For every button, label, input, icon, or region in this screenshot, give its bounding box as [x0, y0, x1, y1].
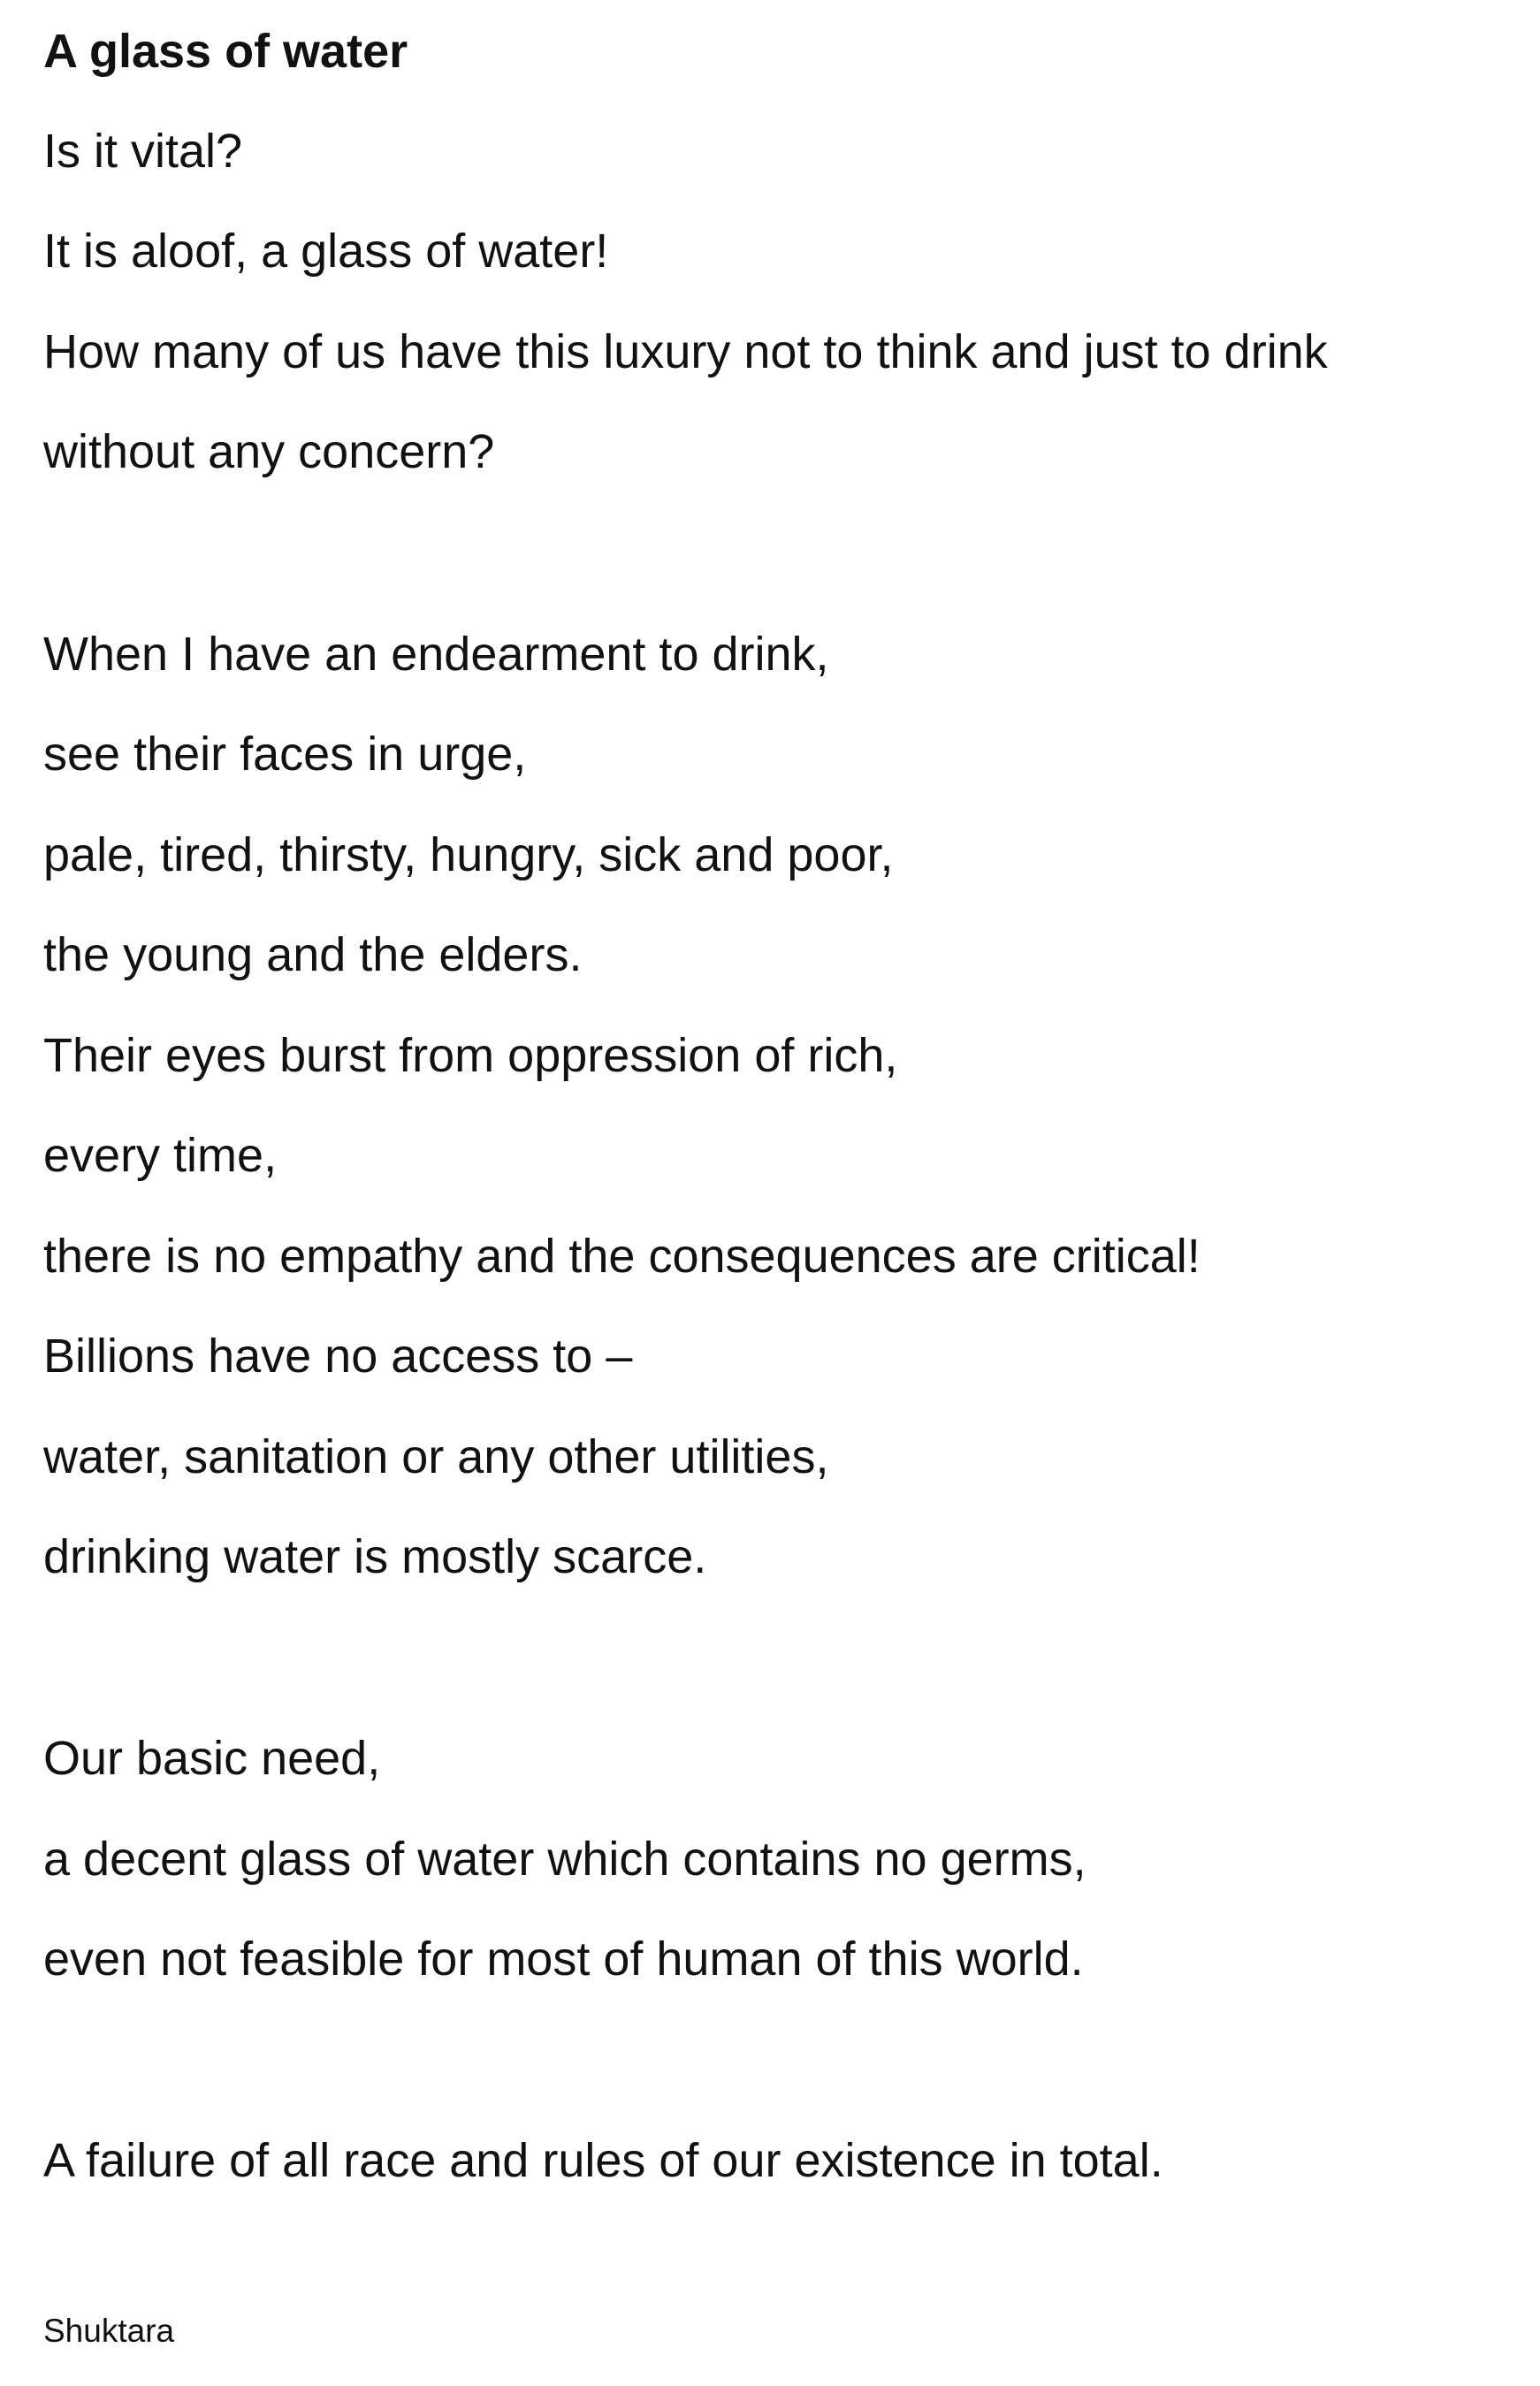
poem-line: see their faces in urge, — [43, 728, 527, 781]
poem-line: pale, tired, thirsty, hungry, sick and poor, — [43, 828, 894, 881]
poem-line: drinking water is mostly scarce. — [43, 1530, 707, 1583]
poem-title: A glass of water — [43, 25, 408, 78]
poem-line: When I have an endearment to drink, — [43, 628, 829, 681]
poem-line: Billions have no access to – — [43, 1330, 633, 1383]
poem-line: a decent glass of water which contains no germs, — [43, 1833, 1086, 1886]
poem-line: Is it vital? — [43, 125, 243, 178]
poem-line: every time, — [43, 1129, 278, 1182]
poem-line: Our basic need, — [43, 1732, 381, 1785]
author-signature: Shuktara — [43, 2313, 175, 2349]
poem-line: there is no empathy and the consequences are critical! — [43, 1230, 1201, 1283]
poem-line: It is aloof, a glass of water! — [43, 225, 609, 278]
poem-line: Their eyes burst from oppression of rich, — [43, 1029, 898, 1082]
poem-line: the young and the elders. — [43, 928, 583, 981]
poem-line: even not feasible for most of human of this world. — [43, 1932, 1084, 1986]
poem-line: How many of us have this luxury not to think and just to drink — [43, 325, 1328, 378]
poem-line: A failure of all race and rules of our existence in total. — [43, 2134, 1163, 2187]
poem-line: without any concern? — [43, 425, 495, 478]
poem-line: water, sanitation or any other utilities, — [43, 1430, 829, 1483]
